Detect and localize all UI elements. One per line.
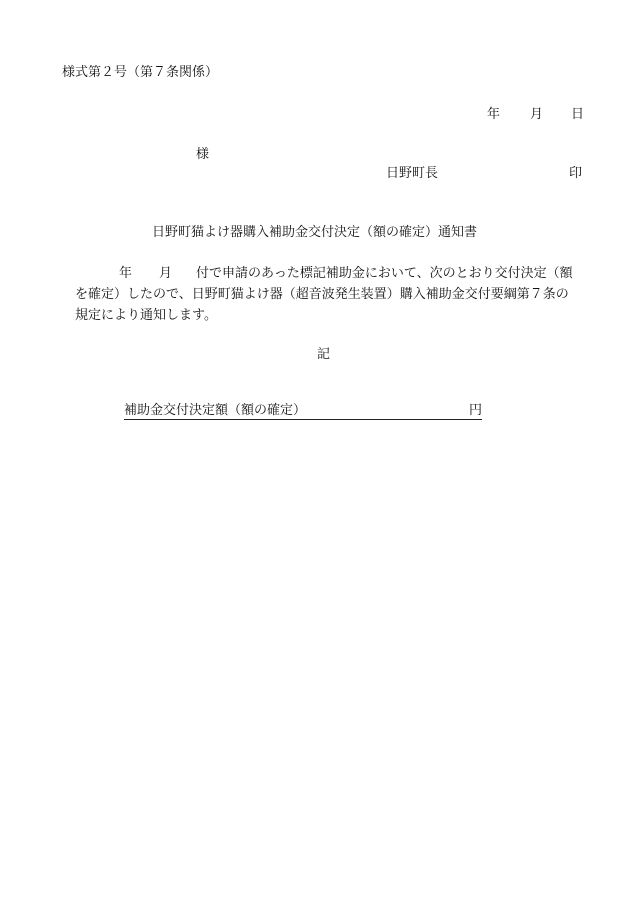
document-title: 日野町猫よけ器購入補助金交付決定（額の確定）通知書 [152,225,478,240]
ki-heading: 記 [317,347,331,362]
body-line-3: 規定により通知します。 [75,308,217,323]
seal-mark: 印 [569,166,583,181]
amount-row [124,404,482,420]
body-line-2: を確定）したので、日野町猫よけ器（超音波発生装置）購入補助金交付要綱第７条の [75,287,569,302]
date-month-label: 月 [530,107,544,122]
amount-unit: 円 [468,403,482,418]
form-number: 様式第２号（第７条関係） [62,65,219,80]
date-year-label: 年 [487,107,501,122]
body-line-1-text: 付で申請のあった標記補助金において、次のとおり交付決定（額 [196,266,573,281]
body-year-label: 年 [119,266,133,281]
date-day-label: 日 [571,107,585,122]
issuer-title: 日野町長 [386,166,439,181]
addressee-honorific: 様 [196,147,210,162]
amount-label: 補助金交付決定額（額の確定） [124,403,307,418]
body-month-label: 月 [159,266,173,281]
date-line [487,107,585,122]
